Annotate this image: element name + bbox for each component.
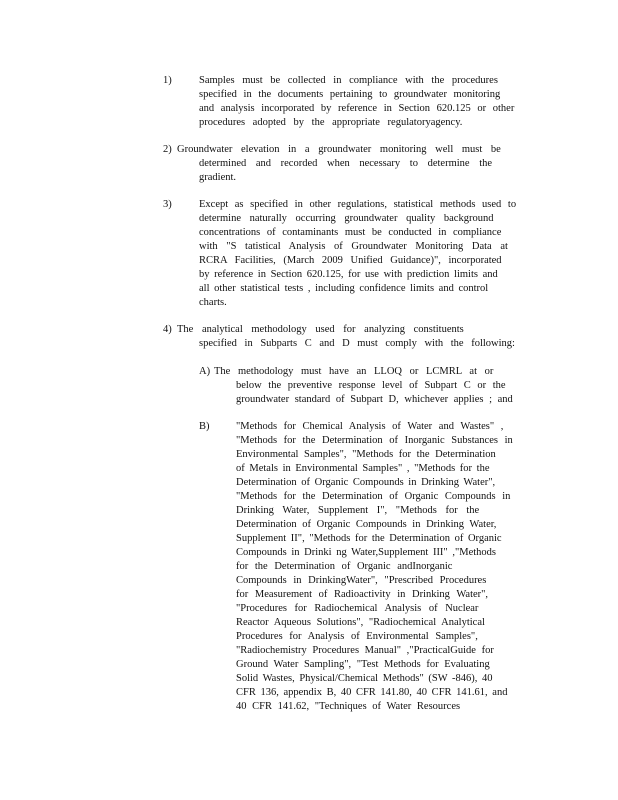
- item-3-line-2: determine naturally occurring groundwater quality background: [199, 213, 494, 224]
- item-3-line-5: RCRA Facilities, (March 2009 Unified Guidance)", incorporated: [199, 255, 502, 266]
- item-3-line-4: with "S tatistical Analysis of Groundwater Monitoring Data at: [199, 241, 508, 252]
- item-4-line-1: The analytical methodology used for analyzing constituents: [177, 324, 464, 335]
- subitem-b-line-7: Drinking Water, Supplement I", "Methods for the: [236, 505, 480, 516]
- subitem-b-line-4: of Metals in Environmental Samples" , "Methods for the: [236, 463, 490, 474]
- subitem-b-line-1: "Methods for Chemical Analysis of Water and Wastes" ,: [236, 421, 504, 432]
- item-3-line-8: charts.: [199, 297, 227, 308]
- item-number: 3): [163, 199, 172, 210]
- subitem-number: A): [199, 366, 211, 377]
- subitem-a-line-3: groundwater standard of Subpart D, whichever applies ; and: [236, 394, 513, 405]
- subitem-b-line-10: Compounds in Drinki ng Water,Supplement III" ,"Methods: [236, 547, 497, 558]
- item-1-line-1: Samples must be collected in compliance with the procedures: [199, 75, 498, 86]
- item-number: 4): [163, 324, 172, 335]
- subitem-b-line-8: Determination of Organic Compounds in Drinking Water,: [236, 519, 497, 530]
- subitem-number: B): [199, 421, 210, 432]
- subitem-b-line-3: Environmental Samples", "Methods for the Determination: [236, 449, 496, 460]
- item-3-line-1: Except as specified in other regulations, statistical methods used to: [199, 199, 517, 210]
- subitem-a-line-2: below the preventive response level of Subpart C or the: [236, 380, 506, 391]
- subitem-b-line-11: for the Determination of Organic andInorganic: [236, 561, 453, 572]
- subitem-b-line-14: "Procedures for Radiochemical Analysis of Nuclear: [236, 603, 479, 614]
- subitem-b-line-20: CFR 136, appendix B, 40 CFR 141.80, 40 CFR 141.61, and: [236, 687, 508, 698]
- subitem-b-line-16: Procedures for Analysis of Environmental Samples",: [236, 631, 478, 642]
- subitem-b-line-2: "Methods for the Determination of Inorganic Substances in: [236, 435, 513, 446]
- subitem-a-line-1: The methodology must have an LLOQ or LCMRL at or: [214, 366, 494, 377]
- subitem-b-line-19: Solid Wastes, Physical/Chemical Methods" (SW -846), 40: [236, 673, 493, 684]
- subitem-b-line-13: for Measurement of Radioactivity in Drinking Water",: [236, 589, 489, 600]
- item-number: 1): [163, 75, 172, 86]
- subitem-b-line-18: Ground Water Sampling", "Test Methods for Evaluating: [236, 659, 490, 670]
- subitem-b-line-12: Compounds in DrinkingWater", "Prescribed Procedures: [236, 575, 487, 586]
- item-1-line-3: and analysis incorporated by reference in Section 620.125 or other: [199, 103, 515, 114]
- subitem-b-line-17: "Radiochemistry Procedures Manual" ,"PracticalGuide for: [236, 645, 494, 656]
- item-4-line-2: specified in Subparts C and D must comply with the following:: [199, 338, 515, 349]
- subitem-b-line-5: Determination of Organic Compounds in Drinking Water",: [236, 477, 496, 488]
- subitem-b-line-21: 40 CFR 141.62, "Techniques of Water Resources: [236, 701, 461, 712]
- item-1-line-4: procedures adopted by the appropriate regulatoryagency.: [199, 117, 463, 128]
- item-3-line-3: concentrations of contaminants must be conducted in compliance: [199, 227, 502, 238]
- subitem-b-line-9: Supplement II", "Methods for the Determination of Organic: [236, 533, 502, 544]
- item-3-line-6: by reference in Section 620.125, for use with prediction limits and: [199, 269, 498, 280]
- item-2-line-1: Groundwater elevation in a groundwater monitoring well must be: [177, 144, 501, 155]
- subitem-b-line-6: "Methods for the Determination of Organic Compounds in: [236, 491, 511, 502]
- item-2-line-3: gradient.: [199, 172, 237, 183]
- item-1-line-2: specified in the documents pertaining to groundwater monitoring: [199, 89, 501, 100]
- item-2-line-2: determined and recorded when necessary to determine the: [199, 158, 493, 169]
- item-number: 2): [163, 144, 172, 155]
- item-3-line-7: all other statistical tests , including confidence limits and control: [199, 283, 489, 294]
- subitem-b-line-15: Reactor Aqueous Solutions", "Radiochemical Analytical: [236, 617, 485, 628]
